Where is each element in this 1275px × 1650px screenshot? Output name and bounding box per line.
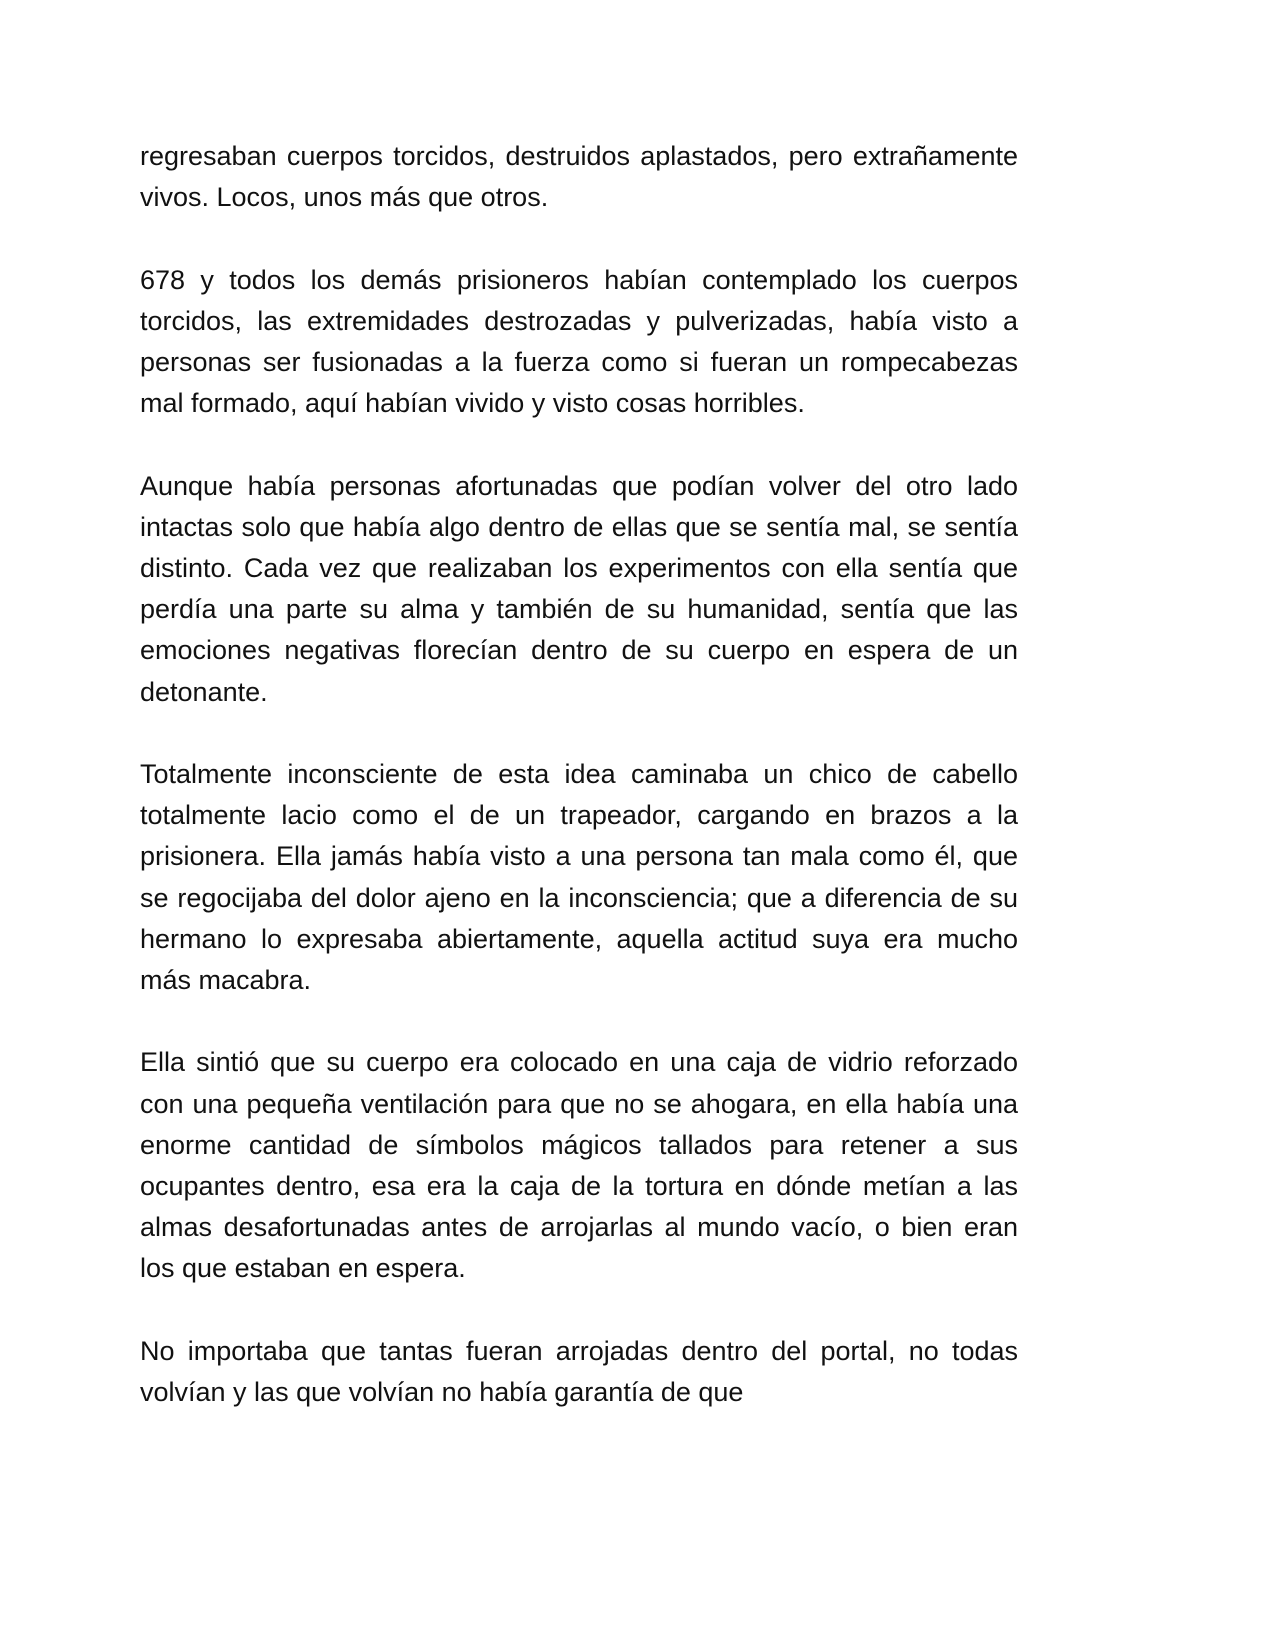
paragraph-3: Aunque había personas afortunadas que podían volver del otro lado intactas solo que había algo dentro de ellas que se sentía mal, se sentía distinto. Cada vez que realizaban los experimentos con ella sentía que perdía una parte su alma y también de su humanidad, sentía que las emociones negativas florecían dentro de su cuerpo en espera de un detonante. bbox=[140, 470, 1018, 707]
paragraph-1: regresaban cuerpos torcidos, destruidos aplastados, pero extrañamente vivos. Locos, unos más que otros. bbox=[140, 141, 1018, 213]
paragraph-5: Ella sintió que su cuerpo era colocado en una caja de vidrio reforzado con una pequeña ventilación para que no se ahogara, en ella había una enorme cantidad de símbolos mágicos tallados para retener a sus ocupantes dentro, esa era la caja de la tortura en dónde metían a las almas desafortunadas antes de arrojarlas al mundo vacío, o bien eran los que estaban en espera. bbox=[140, 1047, 1018, 1284]
paragraph-6: No importaba que tantas fueran arrojadas dentro del portal, no todas volvían y las que volvían no había garantía de que bbox=[140, 1335, 1018, 1408]
paragraph-4: Totalmente inconsciente de esta idea caminaba un chico de cabello totalmente lacio como el de un trapeador, cargando en brazos a la prisionera. Ella jamás había visto a una persona tan mala como él, que se regocijaba del dolor ajeno en la inconsciencia; que a diferencia de su hermano lo expresaba abiertamente, aquella actitud suya era mucho más macabra. bbox=[140, 759, 1018, 996]
document-page bbox=[140, 136, 1018, 1413]
paragraph-2: 678 y todos los demás prisioneros habían contemplado los cuerpos torcidos, las extremidades destrozadas y pulverizadas, había visto a personas ser fusionadas a la fuerza como si fueran un rompecabezas mal formado, aquí habían vivido y visto cosas horribles. bbox=[140, 264, 1018, 419]
